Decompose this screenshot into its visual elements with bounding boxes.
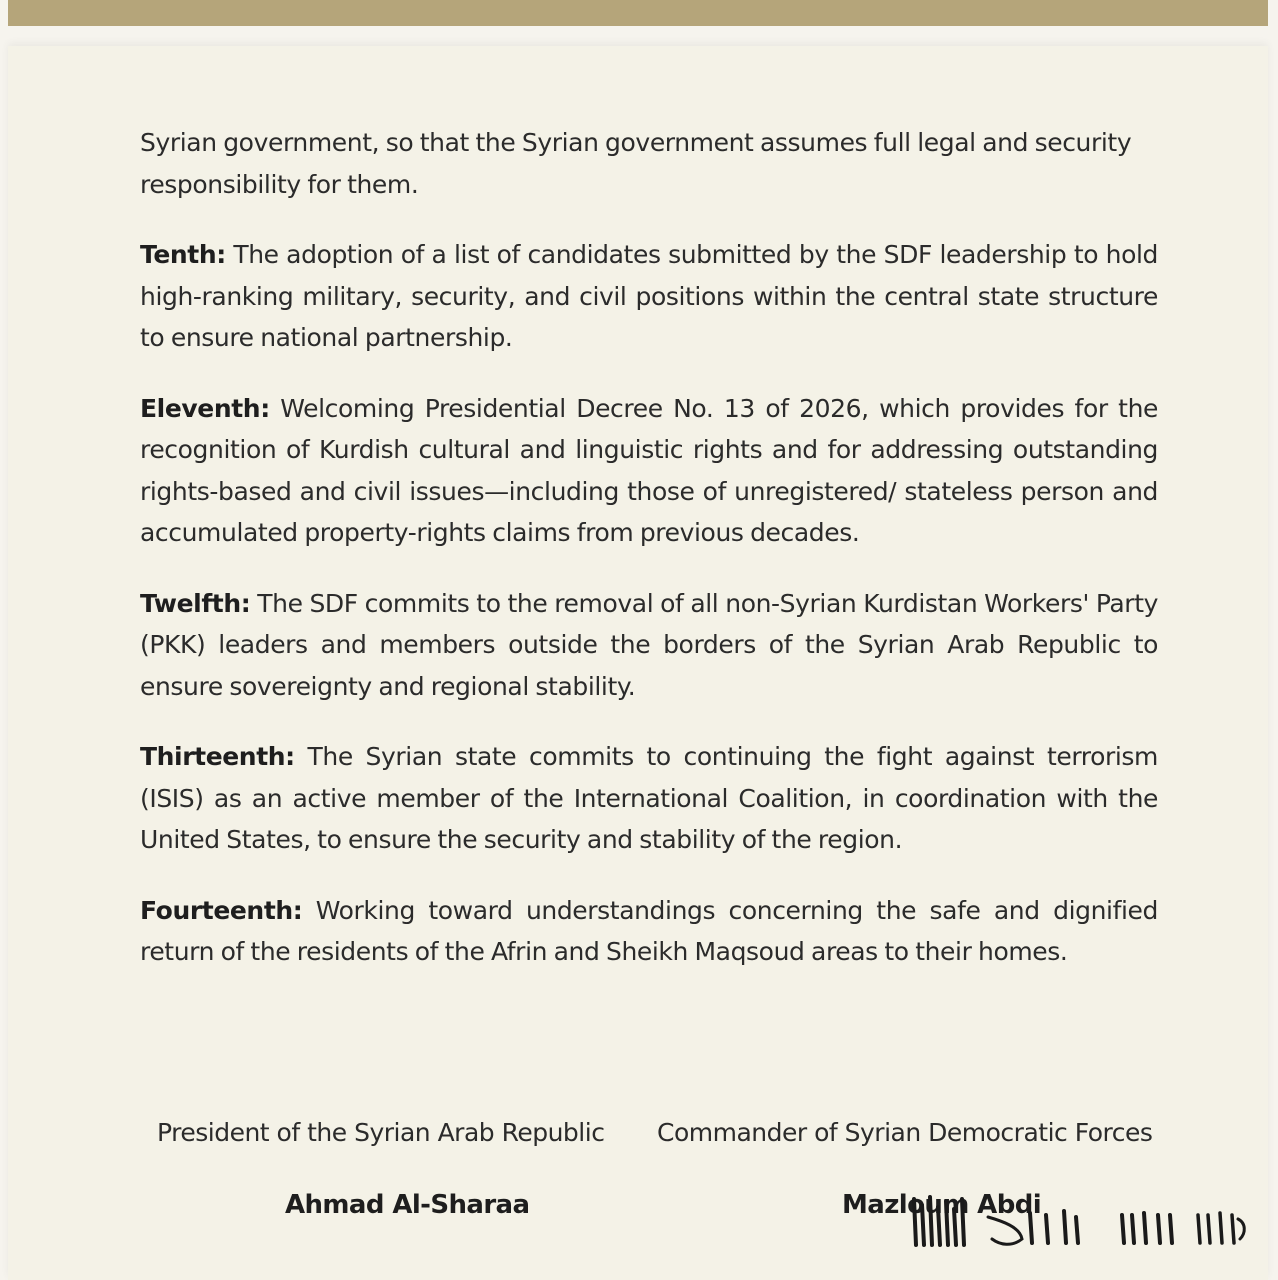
clause-label: Tenth: <box>140 240 226 269</box>
left-signatory-title: President of the Syrian Arab Republic <box>157 1118 605 1147</box>
left-signatory-name: Ahmad Al-Sharaa <box>285 1190 530 1220</box>
clause-text: Working toward understandings concerning the safe and dignified return of the residents of the Afrin and Sheikh Maqsoud areas to their homes. <box>140 895 1158 966</box>
clause-label: Fourteenth: <box>140 895 303 925</box>
clause-label: Twelfth: <box>140 588 251 618</box>
clause-tenth <box>140 234 1158 359</box>
clause-twelfth <box>140 583 1158 708</box>
handwritten-signature <box>900 1185 1260 1265</box>
right-signatory-name: Mazloum Abdi <box>842 1190 1042 1220</box>
document-body <box>140 122 1158 1002</box>
right-signatory-title: Commander of Syrian Democratic Forces <box>657 1118 1153 1147</box>
clause-text: The adoption of a list of candidates submitted by the SDF leadership to hold high-ranking military, security, and civil positions within the central state structure to ensure national partnership. <box>140 240 1158 352</box>
clause-label: Thirteenth: <box>140 742 295 771</box>
clause-label: Eleventh: <box>140 393 270 423</box>
clause-thirteenth <box>140 736 1158 861</box>
clause-eleventh <box>140 388 1158 554</box>
clause-text: The SDF commits to the removal of all non-Syrian Kurdistan Workers' Party (PKK) leaders and members outside the borders of the Syrian Arab Republic to ensure sovereignty and regional stability. <box>140 588 1158 701</box>
intro-paragraph: Syrian government, so that the Syrian government assumes full legal and security responsibility for them. <box>140 128 1132 199</box>
clause-text: Welcoming Presidential Decree No. 13 of 2026, which provides for the recognition of Kurdish cultural and linguistic rights and for addressing outstanding rights-based and civil issues—including those of unregistered/ stateless person and accumulated property-rights claims from previous decades. <box>140 393 1158 547</box>
clause-text: The Syrian state commits to continuing the fight against terrorism (ISIS) as an active member of the International Coalition, in coordination with the United States, to ensure the security and stability of the region. <box>140 742 1158 854</box>
clause-fourteenth <box>140 890 1158 973</box>
top-accent-bar <box>8 0 1268 26</box>
